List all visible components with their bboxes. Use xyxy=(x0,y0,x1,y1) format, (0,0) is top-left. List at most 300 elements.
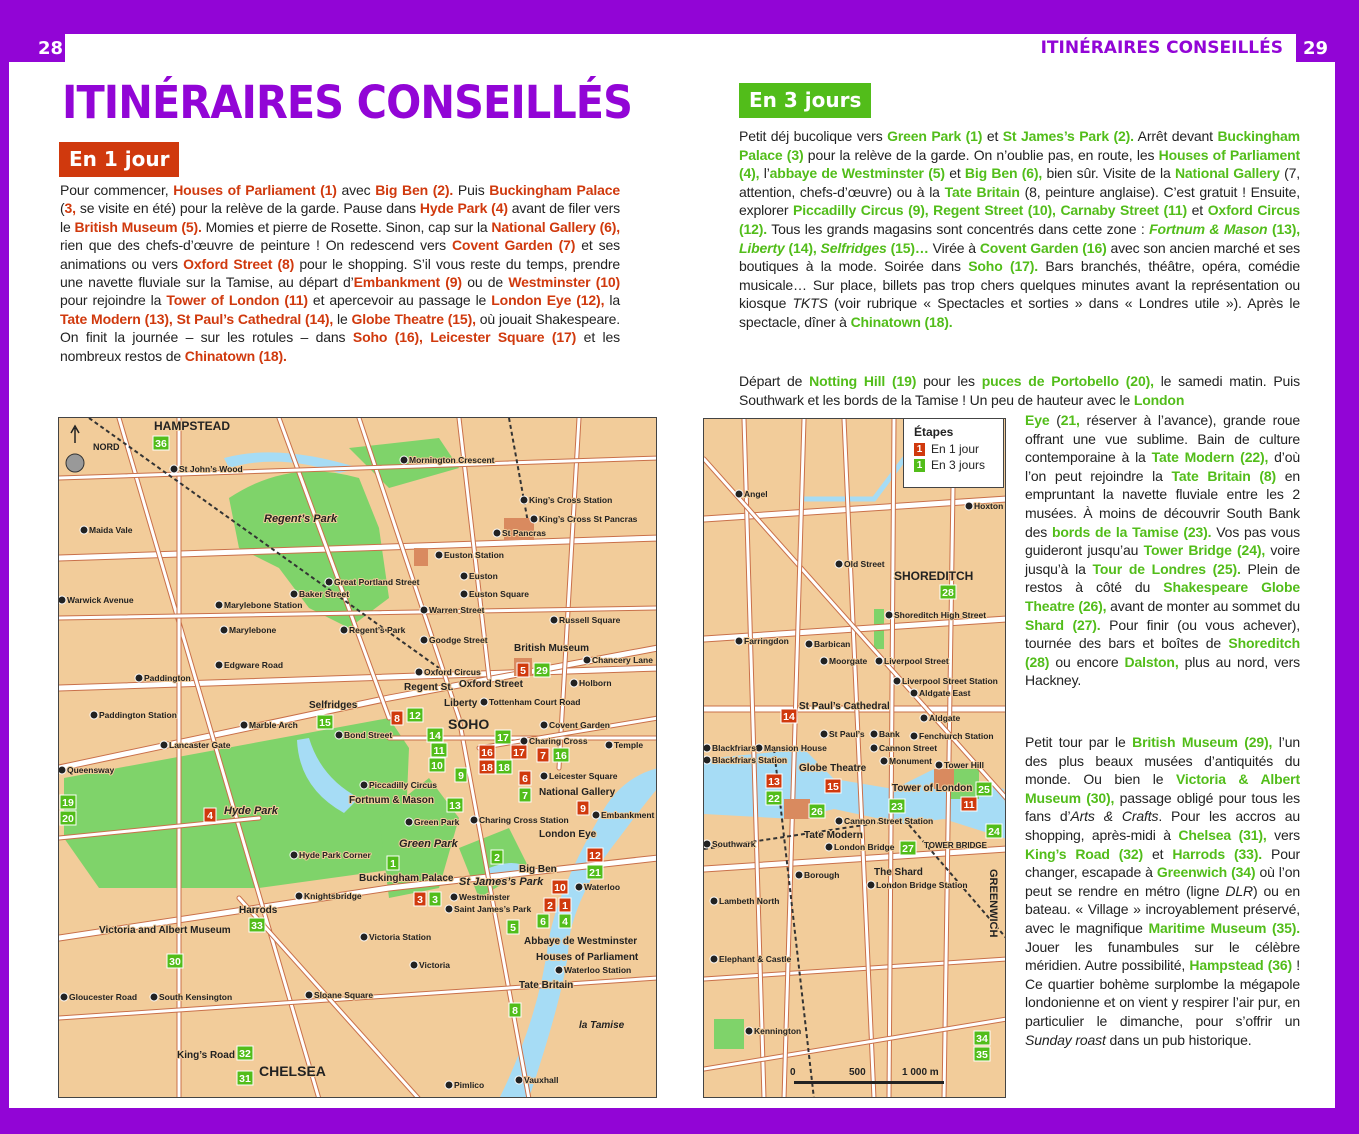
text-run: pour les xyxy=(916,373,982,389)
underground-icon xyxy=(90,711,98,719)
step-marker xyxy=(940,585,956,599)
underground-icon xyxy=(540,721,548,729)
north-arrow-icon xyxy=(71,426,79,443)
text-run: (8, peinture anglaise). C’est gratuit ! Ensuite, explorer xyxy=(739,183,1300,219)
highlight-place: Eye xyxy=(1025,412,1050,428)
text-run: Plein de restos à côté du xyxy=(1025,560,1300,596)
place-label: Liberty xyxy=(444,698,478,709)
text-run: le samedi matin. Puis Southwark et les bords de la Tamise ! Un peu de hauteur avec le xyxy=(739,373,1300,408)
step-marker-number: 8 xyxy=(512,1005,518,1017)
park-label: Green Park xyxy=(399,838,458,850)
place-label: Buckingham Palace xyxy=(359,873,454,884)
underground-icon xyxy=(820,657,828,665)
street xyxy=(704,1019,1006,1069)
highlight-place: Victoria & Albert Museum (30), xyxy=(1025,771,1300,806)
station-label: Barbican xyxy=(814,639,851,649)
step-marker-number: 16 xyxy=(555,750,567,762)
text-run: (7, attention, chefs-d’œuvre) ou à la xyxy=(739,165,1300,200)
text-run: et apercevoir au passage le xyxy=(307,292,492,309)
text-run: et xyxy=(944,165,965,182)
step-marker xyxy=(431,743,447,757)
station-label: Vauxhall xyxy=(524,1075,559,1085)
text-run: avant de monter au sommet du xyxy=(1106,597,1300,614)
building-euston xyxy=(414,548,428,566)
underground-icon xyxy=(415,668,423,676)
step-marker xyxy=(414,892,426,906)
underground-icon xyxy=(570,679,578,687)
text-run: où jouait Shakespeare. On finit la journée – sur les rotules – dans xyxy=(60,310,620,346)
station-label: Bank xyxy=(879,729,900,739)
underground-icon xyxy=(59,766,66,774)
station-label: Moorgate xyxy=(829,656,868,666)
page-title: ITINÉRAIRES CONSEILLÉS xyxy=(62,76,633,129)
legend-label: En 1 jour xyxy=(931,442,980,456)
station-label: Mornington Crescent xyxy=(409,455,495,465)
step-marker-number: 6 xyxy=(540,916,546,928)
underground-icon xyxy=(400,456,408,464)
legend-item-3-days xyxy=(914,458,993,472)
step-marker-number: 6 xyxy=(522,773,528,785)
tag-1-day: En 1 jour xyxy=(59,142,179,177)
text-3-days-para-3 xyxy=(1025,733,1300,1049)
step-marker-number: 26 xyxy=(811,806,823,818)
highlight-place: Harrods (33). xyxy=(1172,845,1263,862)
step-marker-number: 34 xyxy=(976,1033,988,1045)
text-run: ( xyxy=(1049,412,1061,428)
text-run: ( xyxy=(60,200,65,217)
text-run: Pour finir (ou vous achever), tournée des bars et boîtes de xyxy=(1025,616,1300,652)
station-label: Euston xyxy=(469,571,498,581)
step-marker-number: 21 xyxy=(589,867,601,879)
step-marker-number: 12 xyxy=(409,710,421,722)
text-run: voire jusqu’à la xyxy=(1025,542,1300,577)
underground-icon xyxy=(335,731,343,739)
place-label: Harrods xyxy=(239,905,278,916)
highlight-place: (13), xyxy=(1267,220,1300,237)
step-marker-number: 18 xyxy=(498,762,510,774)
building-tate-modern xyxy=(784,799,810,819)
highlight-place: Chinatown (18). xyxy=(850,313,953,330)
station-label: Covent Garden xyxy=(549,720,610,730)
station-label: Marylebone xyxy=(229,625,277,635)
step-marker xyxy=(553,748,569,762)
running-head: ITINÉRAIRES CONSEILLÉS xyxy=(1040,38,1283,58)
highlight-place: bords de la Tamise (23). xyxy=(1052,523,1212,540)
highlight-place: British Museum (5). xyxy=(74,218,202,235)
step-marker-number: 1 xyxy=(562,900,568,912)
tag-3-days: En 3 jours xyxy=(739,83,871,118)
step-marker xyxy=(153,436,169,450)
place-label: Abbaye de Westminster xyxy=(524,936,638,947)
station-label: Paddington Station xyxy=(99,710,177,720)
text-run: en empruntant la navette fluviale entre les 2 musées. À moins de découvrir South Bank des xyxy=(1025,467,1300,540)
step-marker-number: 13 xyxy=(449,800,461,812)
highlight-place: Globe Theatre (15), xyxy=(351,310,476,327)
place-label: Globe Theatre xyxy=(799,763,867,774)
underground-icon xyxy=(435,551,443,559)
legend-title: Étapes xyxy=(914,425,954,439)
step-marker-number: 15 xyxy=(319,717,331,729)
station-label: Liverpool Street Station xyxy=(902,676,998,686)
station-label: Marble Arch xyxy=(249,720,298,730)
step-marker xyxy=(167,954,183,968)
map-east-canvas xyxy=(704,419,1006,1098)
text-run: Pour changer, escapade à xyxy=(1025,845,1300,881)
place-label: Regent St. xyxy=(404,682,454,693)
step-marker-number: 2 xyxy=(547,900,553,912)
step-marker-number: 31 xyxy=(239,1073,251,1085)
step-marker-number: 4 xyxy=(207,810,213,822)
step-marker-number: 1 xyxy=(390,858,396,870)
underground-icon xyxy=(605,741,613,749)
step-marker xyxy=(479,760,495,774)
step-marker-number: 11 xyxy=(433,745,445,757)
railway-line xyxy=(509,418,529,528)
step-marker-number: 17 xyxy=(513,747,525,759)
park-lambeth xyxy=(714,1019,744,1049)
highlight-place: Soho (17). xyxy=(968,258,1038,275)
text-1-day xyxy=(60,181,620,365)
highlight-place: Greenwich (34) xyxy=(1156,864,1256,881)
legend-swatch-red: 1 xyxy=(914,443,925,456)
step-marker xyxy=(974,1031,990,1045)
underground-icon xyxy=(420,636,428,644)
station-label: London Bridge Station xyxy=(876,880,968,890)
step-marker xyxy=(455,768,467,782)
underground-icon xyxy=(405,818,413,826)
district-label: HAMPSTEAD xyxy=(154,419,231,433)
highlight-place: Tower of London (11) xyxy=(166,292,308,309)
station-label: South Kensington xyxy=(159,992,233,1002)
step-marker xyxy=(517,663,529,677)
text-run: avec son ancien marché et ses boutiques à la mode. Soirée dans xyxy=(739,239,1300,275)
legend-item-1-day xyxy=(914,442,993,456)
step-marker-number: 32 xyxy=(239,1048,251,1060)
step-marker-number: 10 xyxy=(554,882,566,894)
underground-icon xyxy=(540,772,548,780)
underground-icon xyxy=(135,674,143,682)
text-run: Petit tour par le xyxy=(1025,734,1133,750)
station-label: Mansion House xyxy=(764,743,827,753)
step-marker-number: 35 xyxy=(976,1049,988,1061)
scale-bar xyxy=(794,1081,944,1084)
step-marker xyxy=(317,715,333,729)
map-east-london[interactable] xyxy=(703,418,1006,1098)
step-marker-number: 9 xyxy=(580,803,586,815)
highlight-place: Houses of Parliament (4), xyxy=(739,146,1300,182)
legend-label: En 3 jours xyxy=(931,458,986,472)
station-label: Warwick Avenue xyxy=(67,595,134,605)
step-marker-number: 28 xyxy=(942,587,954,599)
station-label: Victoria xyxy=(419,960,451,970)
underground-icon xyxy=(935,761,943,769)
compass-globe-icon xyxy=(66,454,84,472)
step-marker xyxy=(507,920,519,934)
step-marker-number: 25 xyxy=(978,784,990,796)
underground-icon xyxy=(520,737,528,745)
underground-icon xyxy=(755,744,763,752)
station-label: Old Street xyxy=(844,559,885,569)
highlight-place: Covent Garden (7) xyxy=(451,237,576,254)
highlight-place: Westminster (10) xyxy=(508,274,621,291)
underground-icon xyxy=(805,640,813,648)
step-marker xyxy=(825,779,841,793)
underground-icon xyxy=(885,611,893,619)
text-run: dans un pub historique. xyxy=(1105,1031,1252,1048)
station-label: Charing Cross xyxy=(529,736,588,746)
station-label: Waterloo xyxy=(584,882,621,892)
station-label: Piccadilly Circus xyxy=(369,780,438,790)
highlight-place: Hampstead (36) xyxy=(1189,957,1293,974)
station-label: Edgware Road xyxy=(224,660,284,670)
text-run: . Pour les accros au shopping, après-midi à xyxy=(1025,808,1300,843)
step-marker-number: 36 xyxy=(155,438,167,450)
place-label: Big Ben xyxy=(519,864,557,875)
step-marker xyxy=(552,880,568,894)
highlight-place: 21, xyxy=(1060,412,1080,428)
highlight-place: Maritime Museum (35). xyxy=(1148,919,1301,936)
text-3-days-para-2-top xyxy=(739,372,1300,409)
italic-run: Sunday roast xyxy=(1025,1031,1106,1048)
underground-icon xyxy=(870,744,878,752)
underground-icon xyxy=(445,905,453,913)
station-label: Charing Cross Station xyxy=(479,815,569,825)
street xyxy=(944,419,954,1098)
highlight-place: Fortnum & Mason xyxy=(1149,220,1268,237)
place-label: National Gallery xyxy=(539,787,616,798)
step-marker xyxy=(889,799,905,813)
underground-icon xyxy=(220,626,228,634)
underground-icon xyxy=(825,843,833,851)
station-label: Goodge Street xyxy=(429,635,488,645)
station-label: Regent’s Park xyxy=(349,625,406,635)
step-marker xyxy=(577,801,589,815)
step-marker-number: 8 xyxy=(394,713,400,725)
text-run: ou de xyxy=(461,274,509,291)
step-marker xyxy=(537,748,549,762)
step-marker-number: 19 xyxy=(62,797,74,809)
highlight-place: Chinatown (18). xyxy=(184,347,287,364)
station-label: Great Portland Street xyxy=(334,577,420,587)
underground-icon xyxy=(880,757,888,765)
step-marker-number: 7 xyxy=(522,790,528,802)
text-run: rien que des chefs-d’œuvre de peinture ! On redescend vers xyxy=(60,237,452,254)
text-run: Vos pas vous guideront jusqu’au xyxy=(1025,523,1300,559)
step-marker xyxy=(429,892,441,906)
station-label: Southwark xyxy=(712,839,756,849)
place-label: Tate Britain xyxy=(519,980,574,991)
step-marker xyxy=(544,898,556,912)
step-marker xyxy=(976,782,992,796)
underground-icon xyxy=(340,626,348,634)
map-west-london[interactable] xyxy=(58,417,657,1098)
underground-icon xyxy=(520,496,528,504)
highlight-place: London xyxy=(1133,391,1185,408)
text-run: Puis xyxy=(453,182,490,198)
underground-icon xyxy=(735,637,743,645)
underground-icon xyxy=(170,465,178,473)
place-label: Tower of London xyxy=(892,783,973,794)
map-legend xyxy=(903,418,1004,488)
station-label: Tower Hill xyxy=(944,760,984,770)
district-label: GREENWICH xyxy=(987,869,999,938)
station-label: Cannon Street xyxy=(879,743,938,753)
step-marker-number: 14 xyxy=(429,730,441,742)
step-marker xyxy=(509,1003,521,1017)
text-run: bien sûr. Visite de la xyxy=(1042,165,1175,182)
station-label: Borough xyxy=(804,870,840,880)
station-label: Baker Street xyxy=(299,589,350,599)
underground-icon xyxy=(59,596,66,604)
station-label: St Pancras xyxy=(502,528,546,538)
highlight-place: Notting Hill (19) xyxy=(809,373,917,389)
station-label: Saint James’s Park xyxy=(454,904,532,914)
highlight-place: Selfridges xyxy=(820,239,887,256)
highlight-place: Chelsea (31), xyxy=(1178,826,1267,843)
place-label: Fortnum & Mason xyxy=(349,795,434,806)
station-label: Bond Street xyxy=(344,730,393,740)
station-label: Tottenham Court Road xyxy=(489,697,581,707)
step-marker-number: 18 xyxy=(481,762,493,774)
station-label: Aldgate East xyxy=(919,688,971,698)
station-label: Westminster xyxy=(459,892,510,902)
station-label: Blackfriars xyxy=(712,743,756,753)
station-label: Euston Station xyxy=(444,550,504,560)
station-label: Maida Vale xyxy=(89,525,133,535)
italic-run: DLR xyxy=(1225,882,1253,899)
text-run: réserver à l’avance), grande roue offrant une vue sublime. Bain de culture contemporaine à la xyxy=(1025,412,1300,466)
step-marker-number: 30 xyxy=(169,956,181,968)
place-label: Oxford Street xyxy=(459,679,523,690)
underground-icon xyxy=(893,677,901,685)
station-label: Knightsbridge xyxy=(304,891,362,901)
station-label: Waterloo Station xyxy=(564,965,632,975)
step-marker xyxy=(429,758,445,772)
step-marker xyxy=(495,730,511,744)
station-label: Russell Square xyxy=(559,615,621,625)
station-label: Embankment xyxy=(601,810,655,820)
underground-icon xyxy=(360,781,368,789)
step-marker-number: 23 xyxy=(891,801,903,813)
highlight-place: (15)… xyxy=(886,239,929,256)
text-run: Bars branchés, théâtre, opéra, comédie musicale… Sur place, billets pas trop chers quelques minutes avant la représentation ou kiosque xyxy=(739,258,1300,312)
underground-icon xyxy=(583,656,591,664)
text-run: Tous les grands magasins sont concentrés dans cette zone : xyxy=(767,220,1150,237)
scale-tick-label: 500 xyxy=(849,1067,866,1078)
station-label: King’s Cross St Pancras xyxy=(539,514,638,524)
station-label: Cannon Street Station xyxy=(844,816,934,826)
underground-icon xyxy=(704,840,711,848)
underground-icon xyxy=(550,616,558,624)
place-label: King’s Road xyxy=(177,1050,235,1061)
station-label: Shoreditch High Street xyxy=(894,610,987,620)
highlight-place: Hyde Park (4) xyxy=(419,200,508,217)
station-label: Warren Street xyxy=(429,605,485,615)
underground-icon xyxy=(360,933,368,941)
station-label: Marylebone Station xyxy=(224,600,303,610)
underground-icon xyxy=(870,730,878,738)
step-marker-number: 33 xyxy=(251,920,263,932)
step-marker xyxy=(237,1071,253,1085)
station-label: Liverpool Street xyxy=(884,656,949,666)
text-run: ) ou en bateau. « Village » incroyablement préservé, avec le magnifique xyxy=(1025,882,1300,936)
station-label: Angel xyxy=(744,489,768,499)
underground-icon xyxy=(215,601,223,609)
step-marker xyxy=(900,841,916,855)
step-marker-number: 24 xyxy=(988,826,1000,838)
station-label: Oxford Circus xyxy=(424,667,481,677)
highlight-place: Buckingham Palace (3) xyxy=(739,128,1300,163)
text-run: le xyxy=(333,310,352,327)
underground-icon xyxy=(735,490,743,498)
highlight-place: Tour de Londres (25). xyxy=(1092,560,1241,577)
highlight-place: Tower Bridge (24), xyxy=(1143,542,1266,559)
underground-icon xyxy=(460,572,468,580)
compass-label: NORD xyxy=(93,442,120,452)
italic-run: Arts & Crafts xyxy=(1070,808,1159,825)
station-label: Euston Square xyxy=(469,589,529,599)
step-marker-number: 16 xyxy=(481,747,493,759)
station-label: Leicester Square xyxy=(549,771,618,781)
text-run: Départ de xyxy=(739,373,810,389)
highlight-place: Big Ben (2). xyxy=(375,182,454,198)
underground-icon xyxy=(820,730,828,738)
highlight-place: Soho (16), Leicester Square (17) xyxy=(352,329,577,346)
text-run: et ses animations ou vers xyxy=(60,237,620,272)
step-marker xyxy=(766,774,782,788)
highlight-place: Houses of Parliament (1) xyxy=(173,182,337,198)
text-run: Jouer les funambules sur le célèbre méridien. Autre possibilité, xyxy=(1025,938,1300,974)
text-run: et les nombreux restos de xyxy=(60,329,620,364)
step-marker xyxy=(961,797,977,811)
step-marker xyxy=(496,760,512,774)
step-marker xyxy=(809,804,825,818)
highlight-place: Tate Modern (13), St Paul’s Cathedral (14), xyxy=(60,310,334,327)
scale-tick-label: 0 xyxy=(790,1067,796,1078)
step-marker-number: 13 xyxy=(768,776,780,788)
underground-icon xyxy=(795,871,803,879)
district-label: CHELSEA xyxy=(259,1063,326,1079)
underground-icon xyxy=(555,966,563,974)
step-marker xyxy=(60,795,76,809)
highlight-place: London Eye (12), xyxy=(491,292,605,309)
step-marker xyxy=(249,918,265,932)
step-marker-number: 14 xyxy=(783,711,795,723)
station-label: London Bridge xyxy=(834,842,895,852)
text-run: ou encore xyxy=(1049,653,1125,670)
step-marker-number: 9 xyxy=(458,770,464,782)
underground-icon xyxy=(704,756,711,764)
step-marker xyxy=(534,663,550,677)
highlight-place: Oxford Circus (12). xyxy=(739,202,1300,237)
underground-icon xyxy=(515,1076,523,1084)
step-marker xyxy=(587,865,603,879)
place-label: Victoria and Albert Museum xyxy=(99,925,231,936)
step-marker-number: 3 xyxy=(417,894,423,906)
underground-icon xyxy=(835,817,843,825)
step-marker xyxy=(559,914,571,928)
step-marker-number: 29 xyxy=(536,665,548,677)
underground-icon xyxy=(290,590,298,598)
text-run: et xyxy=(1143,845,1173,862)
highlight-place: Piccadilly Circus (9), Regent Street (10), Carnaby Street (11) xyxy=(793,202,1188,219)
place-label: The Shard xyxy=(874,867,923,878)
step-marker-number: 17 xyxy=(497,732,509,744)
highlight-place: St James’s Park (2). xyxy=(1002,128,1134,144)
underground-icon xyxy=(150,993,158,1001)
text-run: passage obligé pour tous les fans d’ xyxy=(1025,789,1300,825)
text-run: Pour commencer, xyxy=(60,182,174,198)
